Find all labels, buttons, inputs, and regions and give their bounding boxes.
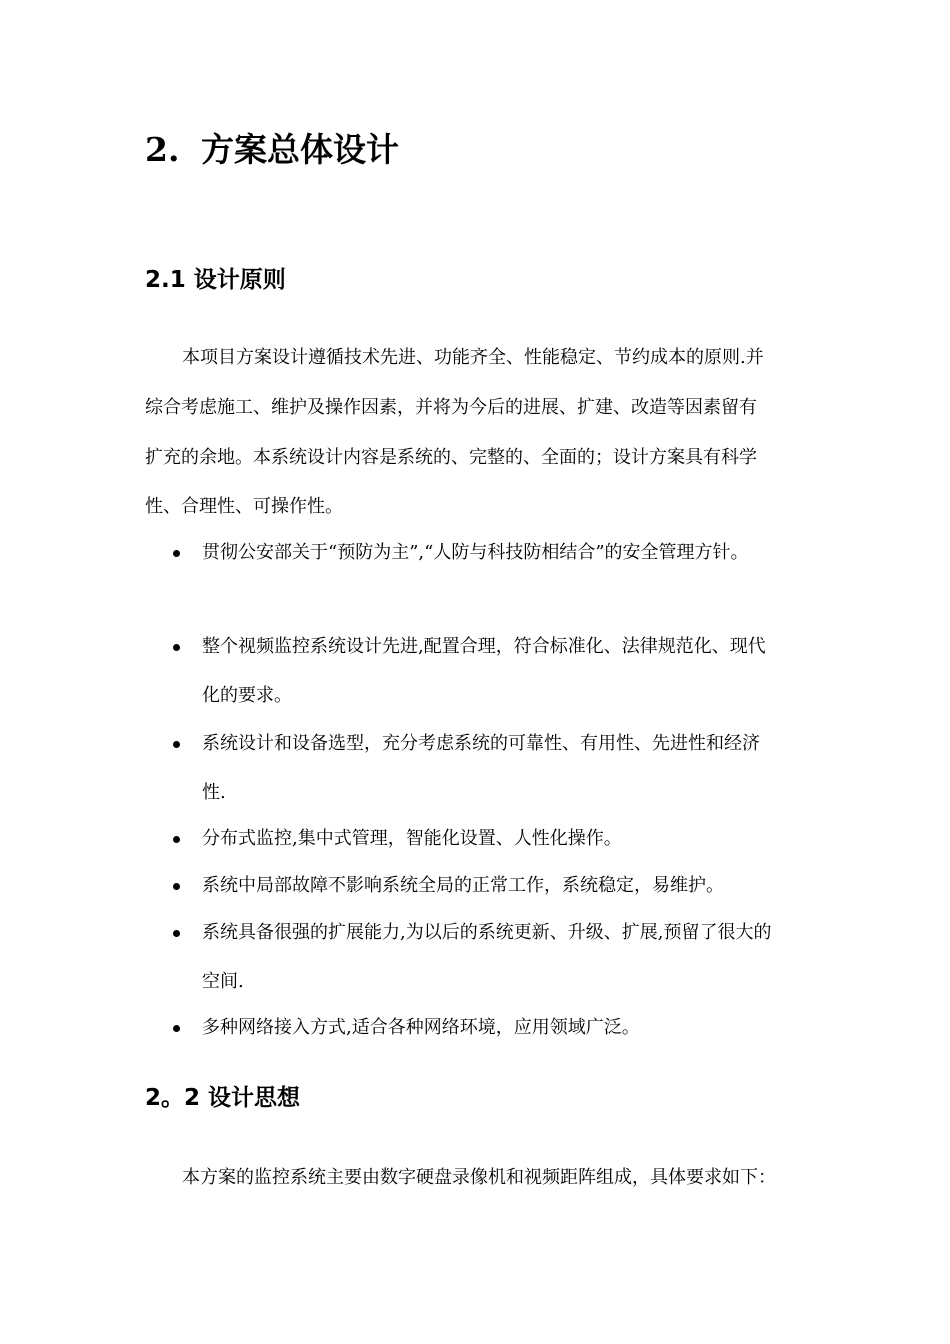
bullet-icon — [173, 741, 180, 748]
bullet-icon — [173, 836, 180, 843]
section-heading — [145, 128, 399, 172]
subsection-heading-design-ideas: 2。2 设计思想 — [145, 1085, 301, 1111]
bullet-icon — [173, 644, 180, 651]
section-number: 2. — [145, 130, 180, 169]
bullet-icon — [173, 550, 180, 557]
paragraph-line: 综合考虑施工、维护及操作因素，并将为今后的进展、扩建、改造等因素留有 — [145, 397, 757, 418]
list-item-text: 整个视频监控系统设计先进,配置合理，符合标准化、法律规范化、现代 — [202, 636, 766, 657]
paragraph-line: 本方案的监控系统主要由数字硬盘录像机和视频距阵组成，具体要求如下： — [182, 1167, 776, 1188]
list-item-text: 多种网络接入方式,适合各种网络环境，应用领域广泛。 — [202, 1017, 640, 1038]
list-item-text: 空间. — [202, 971, 244, 992]
subsection-heading-design-principles: 2.1 设计原则 — [145, 267, 286, 293]
list-item-text: 性. — [202, 782, 226, 803]
bullet-icon — [173, 930, 180, 937]
list-item-text: 系统设计和设备选型，充分考虑系统的可靠性、有用性、先进性和经济 — [202, 733, 760, 754]
section-title: 方案总体设计 — [201, 130, 399, 169]
list-item-text: 系统中局部故障不影响系统全局的正常工作，系统稳定，易维护。 — [202, 875, 724, 896]
paragraph-line: 扩充的余地。本系统设计内容是系统的、完整的、全面的；设计方案具有科学 — [145, 447, 757, 468]
list-item-text: 系统具备很强的扩展能力,为以后的系统更新、升级、扩展,预留了很大的 — [202, 922, 772, 943]
paragraph-line: 本项目方案设计遵循技术先进、功能齐全、性能稳定、节约成本的原则.并 — [182, 347, 764, 368]
bullet-icon — [173, 1025, 180, 1032]
paragraph-line: 性、合理性、可操作性。 — [145, 496, 343, 517]
list-item-text: 化的要求。 — [202, 685, 292, 706]
list-item-text: 分布式监控,集中式管理，智能化设置、人性化操作。 — [202, 828, 622, 849]
bullet-icon — [173, 883, 180, 890]
list-item-text: 贯彻公安部关于“预防为主”,“人防与科技防相结合”的安全管理方针。 — [202, 542, 749, 563]
